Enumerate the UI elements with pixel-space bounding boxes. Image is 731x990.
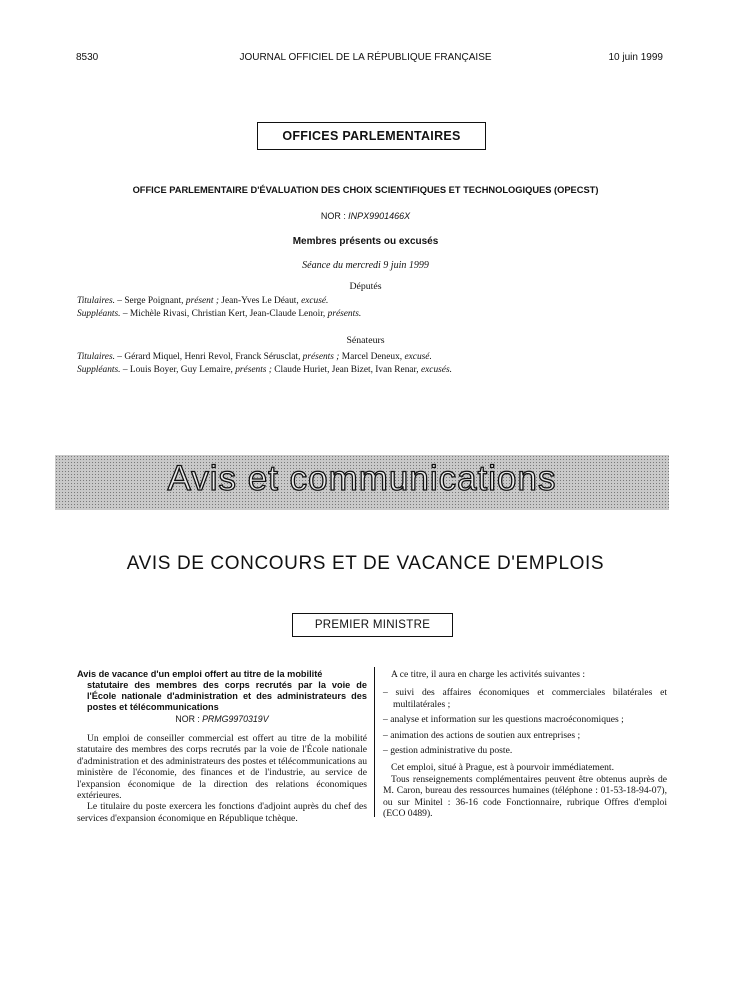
senateurs-titulaires: Titulaires. – Gérard Miquel, Henri Revol, Franck Sérusclat, présents ; Marcel Deneux, excusé. <box>77 352 432 362</box>
nor-label: NOR : <box>320 211 346 221</box>
activities-intro: A ce titre, il aura en charge les activités suivantes : <box>391 669 586 680</box>
avis-title-line1: Avis de vacance d'un emploi offert au titre de la mobilité <box>77 669 323 679</box>
senateurs-suppleants: Suppléants. – Louis Boyer, Guy Lemaire, présents ; Claude Huriet, Jean Bizet, Ivan Renar, excusés. <box>77 364 452 375</box>
nor-line-office <box>0 211 731 221</box>
left-column-text <box>77 733 367 824</box>
activity-item: – gestion administrative du poste. <box>383 745 513 757</box>
avis-title-rest: statutaire des membres des corps recrutés par la voie de l'École nationale d'administration et des administrateurs des postes et télécommunications <box>87 680 367 712</box>
avis-title <box>77 669 367 713</box>
activity-item: – animation des actions de soutien aux entreprises ; <box>383 729 581 741</box>
paragraph-1: Un emploi de conseiller commercial est offert au titre de la mobilité statutaire des membres des corps recrutés par la voie de l'École nationale d'administration et des administrateurs des postes et télécommunications au ministère de l'économie, des finances et de l'industrie, au service de l'expansion économique de la direction des relations économiques extérieures. <box>77 733 368 802</box>
nor-line-avis <box>77 714 367 724</box>
section-title-offices: OFFICES PARLEMENTAIRES <box>257 122 486 150</box>
page-number: 8530 <box>76 52 99 63</box>
deputes-roster <box>77 295 667 320</box>
section-title-concours: AVIS DE CONCOURS ET DE VACANCE D'EMPLOIS <box>126 553 605 574</box>
office-title: OFFICE PARLEMENTAIRE D'ÉVALUATION DES CHOIX SCIENTIFIQUES ET TECHNOLOGIQUES (OPECST) <box>132 185 599 195</box>
banner-title: Avis et communications <box>167 459 557 498</box>
senateurs-roster <box>77 351 677 376</box>
location-paragraph: Cet emploi, situé à Prague, est à pourvoir immédiatement. <box>391 762 614 774</box>
session-date: Séance du mercredi 9 juin 1999 <box>302 260 429 271</box>
nor-label-avis: NOR : <box>175 714 200 724</box>
deputes-heading: Députés <box>349 281 382 292</box>
journal-title: JOURNAL OFFICIEL DE LA RÉPUBLIQUE FRANÇAISE <box>239 52 492 63</box>
ministry-box: PREMIER MINISTRE <box>292 613 453 637</box>
nor-code: INPX9901466X <box>348 211 411 221</box>
senateurs-heading: Sénateurs <box>346 335 385 346</box>
nor-code-avis: PRMG9970319V <box>202 714 269 724</box>
contact-paragraph: Tous renseignements complémentaires peuvent être obtenus auprès de M. Caron, bureau des ressources humaines (téléphone : 01-53-18-94-07), ou sur Minitel : 36-16 code Fonctionnaire, rubrique Offres d'emploi (ECO 0489). <box>383 773 667 820</box>
column-divider <box>374 667 375 817</box>
activity-item: – suivi des affaires économiques et commerciales bilatérales et multilatérales ; <box>383 687 667 710</box>
deputes-suppleants: Suppléants. – Michèle Rivasi, Christian Kert, Jean-Claude Lenoir, présents. <box>77 308 362 319</box>
right-column-text <box>383 669 667 819</box>
activity-item: – analyse et information sur les questions macroéconomiques ; <box>383 714 624 726</box>
activities-list <box>383 687 667 756</box>
members-heading: Membres présents ou excusés <box>292 236 439 247</box>
paragraph-2: Le titulaire du poste exercera les fonctions d'adjoint auprès du chef des services d'expansion économique en République tchèque. <box>77 801 367 824</box>
deputes-titulaires: Titulaires. – Serge Poignant, présent ; Jean-Yves Le Déaut, excusé. <box>77 296 329 306</box>
section-banner <box>55 455 669 510</box>
header-date: 10 juin 1999 <box>608 52 663 63</box>
